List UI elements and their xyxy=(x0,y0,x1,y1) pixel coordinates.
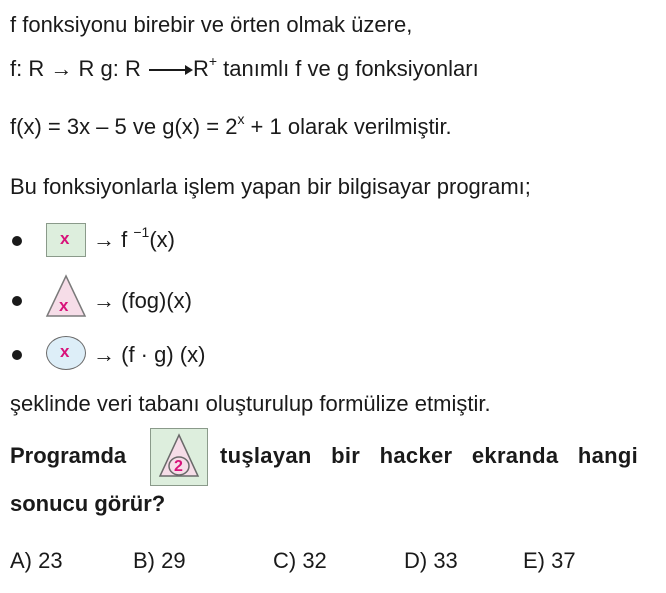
circle-symbol-icon xyxy=(46,336,86,370)
option-a[interactable]: A) 23 xyxy=(10,548,63,573)
bullet-2 xyxy=(12,296,22,306)
rule-1-inverse-sup: −1 xyxy=(133,224,150,240)
option-d[interactable]: D) 33 xyxy=(404,548,458,573)
square-symbol-label: x xyxy=(60,229,70,248)
rule-2-text xyxy=(93,290,192,312)
intro-line-3 xyxy=(10,111,452,139)
rule-1-f: f xyxy=(121,227,134,252)
domain-f: f: R xyxy=(10,56,45,81)
rule-1-arg: (x) xyxy=(149,227,175,252)
key-combo-label: 2 xyxy=(174,458,183,475)
square-symbol-icon xyxy=(46,223,86,257)
circle-symbol-label: x xyxy=(60,342,70,361)
triangle-circle-icon xyxy=(150,428,208,486)
question-part-2: tuşlayan bir hacker ekranda hangi xyxy=(220,443,638,468)
arrow-right-icon: → xyxy=(93,342,115,367)
intro-line-1: f fonksiyonu birebir ve örten olmak üzere, xyxy=(10,12,413,37)
domain-g: R g: R xyxy=(78,56,141,81)
arrow-right-icon: → xyxy=(93,288,115,313)
question-part-3: sonucu görür? xyxy=(10,491,166,516)
intro-line-2 xyxy=(10,53,479,81)
option-b[interactable]: B) 29 xyxy=(133,548,186,573)
intro-line-4: Bu fonksiyonlarla işlem yapan bir bilgisayar programı; xyxy=(10,174,531,199)
outro-line: şeklinde veri tabanı oluşturulup formülize etmiştir. xyxy=(10,391,491,416)
codomain-sup: + xyxy=(208,53,218,69)
triangle-symbol-label: x xyxy=(59,296,69,315)
rule-2-expression: (fog)(x) xyxy=(121,288,193,313)
codomain-g: R xyxy=(192,56,209,81)
rule-1-text xyxy=(93,224,175,252)
function-definitions-tail: + 1 olarak verilmiştir. xyxy=(244,114,452,139)
key-combo-symbol xyxy=(150,428,208,486)
option-e[interactable]: E) 37 xyxy=(523,548,576,573)
long-arrow-icon xyxy=(147,63,193,77)
arrow-right-icon: → xyxy=(93,227,115,252)
bullet-1 xyxy=(12,236,22,246)
intro-line-2-tail: tanımlı f ve g fonksiyonları xyxy=(217,56,479,81)
option-c[interactable]: C) 32 xyxy=(273,548,327,573)
rule-3-text xyxy=(93,344,205,366)
function-definitions: f(x) = 3x – 5 ve g(x) = 2 xyxy=(10,114,238,139)
rule-3-expression: (f · g) (x) xyxy=(121,342,206,367)
exponent-x: x xyxy=(237,111,245,127)
question-part-1: Programda xyxy=(10,443,127,468)
bullet-3 xyxy=(12,350,22,360)
arrow-right-icon: → xyxy=(50,56,73,81)
